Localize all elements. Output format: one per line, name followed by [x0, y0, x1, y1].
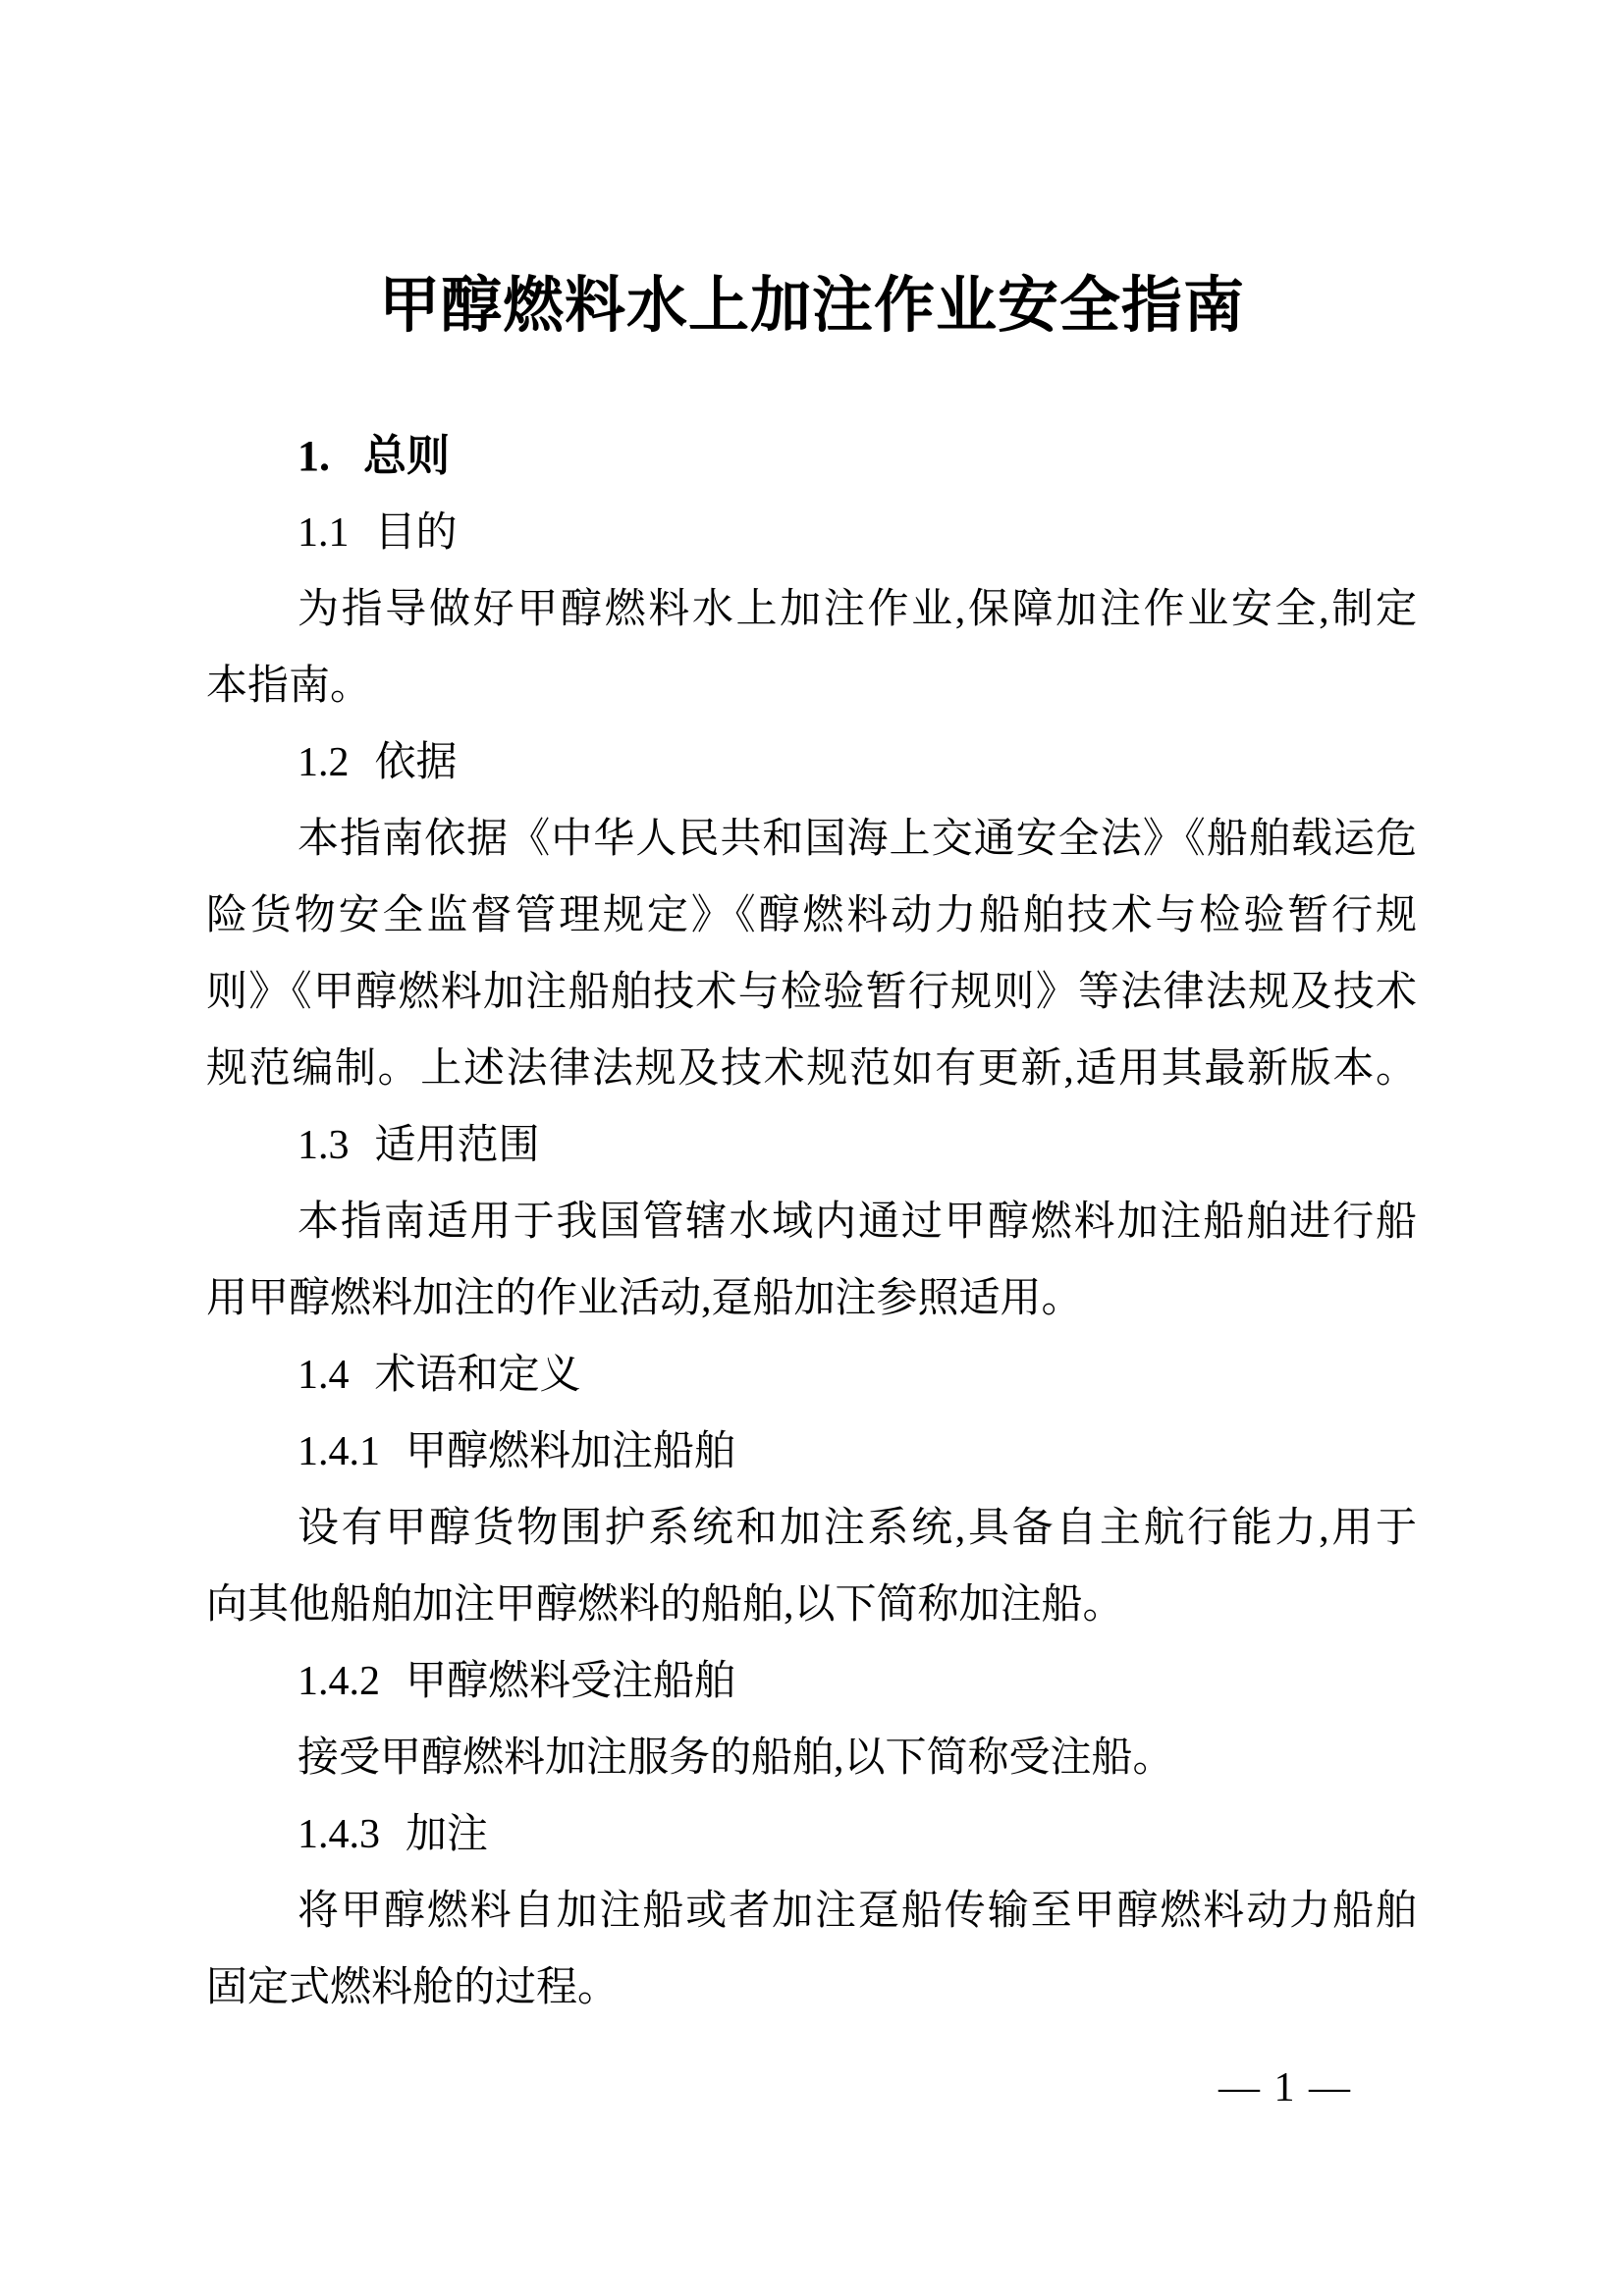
heading-number: 1.4.1 [298, 1429, 380, 1474]
heading-text: 甲醇燃料加注船舶 [406, 1429, 736, 1474]
heading-1-2 [206, 724, 1417, 801]
heading-number: 1. [298, 432, 330, 480]
paragraph-line: 向其他船舶加注甲醇燃料的船舶,以下简称加注船。 [206, 1582, 1124, 1628]
paragraph-line: 为指导做好甲醇燃料水上加注作业,保障加注作业安全,制定 [298, 587, 1417, 632]
heading-1-4-1 [206, 1414, 1417, 1490]
heading-number: 1.3 [298, 1123, 350, 1168]
heading-1 [206, 418, 1417, 495]
paragraph-line: 本指南。 [206, 664, 372, 709]
heading-1-1 [206, 495, 1417, 571]
document-body [206, 418, 1417, 2026]
paragraph-line: 险货物安全监督管理规定》《醇燃料动力船舶技术与检验暂行规 [206, 893, 1417, 938]
heading-text: 加注 [406, 1812, 489, 1857]
heading-text: 总则 [363, 432, 450, 480]
page-number: — 1 — [1218, 2065, 1352, 2110]
heading-number: 1.4.3 [298, 1812, 380, 1857]
heading-text: 甲醇燃料受注船舶 [406, 1659, 736, 1704]
heading-text: 适用范围 [374, 1123, 540, 1168]
paragraph-line: 固定式燃料舱的过程。 [206, 1965, 620, 2010]
heading-number: 1.4.2 [298, 1659, 380, 1704]
heading-1-4-2 [206, 1643, 1417, 1720]
paragraph-line: 本指南适用于我国管辖水域内通过甲醇燃料加注船舶进行船 [298, 1200, 1417, 1245]
paragraph-line: 设有甲醇货物围护系统和加注系统,具备自主航行能力,用于 [298, 1506, 1417, 1551]
paragraph-line: 本指南依据《中华人民共和国海上交通安全法》《船舶载运危 [298, 817, 1417, 862]
heading-number: 1.2 [298, 740, 350, 785]
heading-text: 目的 [374, 510, 458, 556]
paragraph-line: 规范编制。上述法律法规及技术规范如有更新,适用其最新版本。 [206, 1046, 1417, 1092]
heading-number: 1.4 [298, 1353, 350, 1398]
paragraph-line: 则》《甲醇燃料加注船舶技术与检验暂行规则》等法律法规及技术 [206, 970, 1417, 1015]
heading-text: 术语和定义 [374, 1353, 581, 1398]
heading-number: 1.1 [298, 510, 350, 556]
paragraph-line: 接受甲醇燃料加注服务的船舶,以下简称受注船。 [298, 1735, 1174, 1781]
heading-1-4 [206, 1337, 1417, 1414]
paragraph-line: 用甲醇燃料加注的作业活动,趸船加注参照适用。 [206, 1276, 1083, 1321]
heading-1-4-3 [206, 1796, 1417, 1873]
document-title: 甲醇燃料水上加注作业安全指南 [378, 273, 1245, 340]
paragraph-line: 将甲醇燃料自加注船或者加注趸船传输至甲醇燃料动力船舶 [298, 1889, 1417, 1934]
heading-1-3 [206, 1107, 1417, 1184]
heading-text: 依据 [374, 740, 458, 785]
